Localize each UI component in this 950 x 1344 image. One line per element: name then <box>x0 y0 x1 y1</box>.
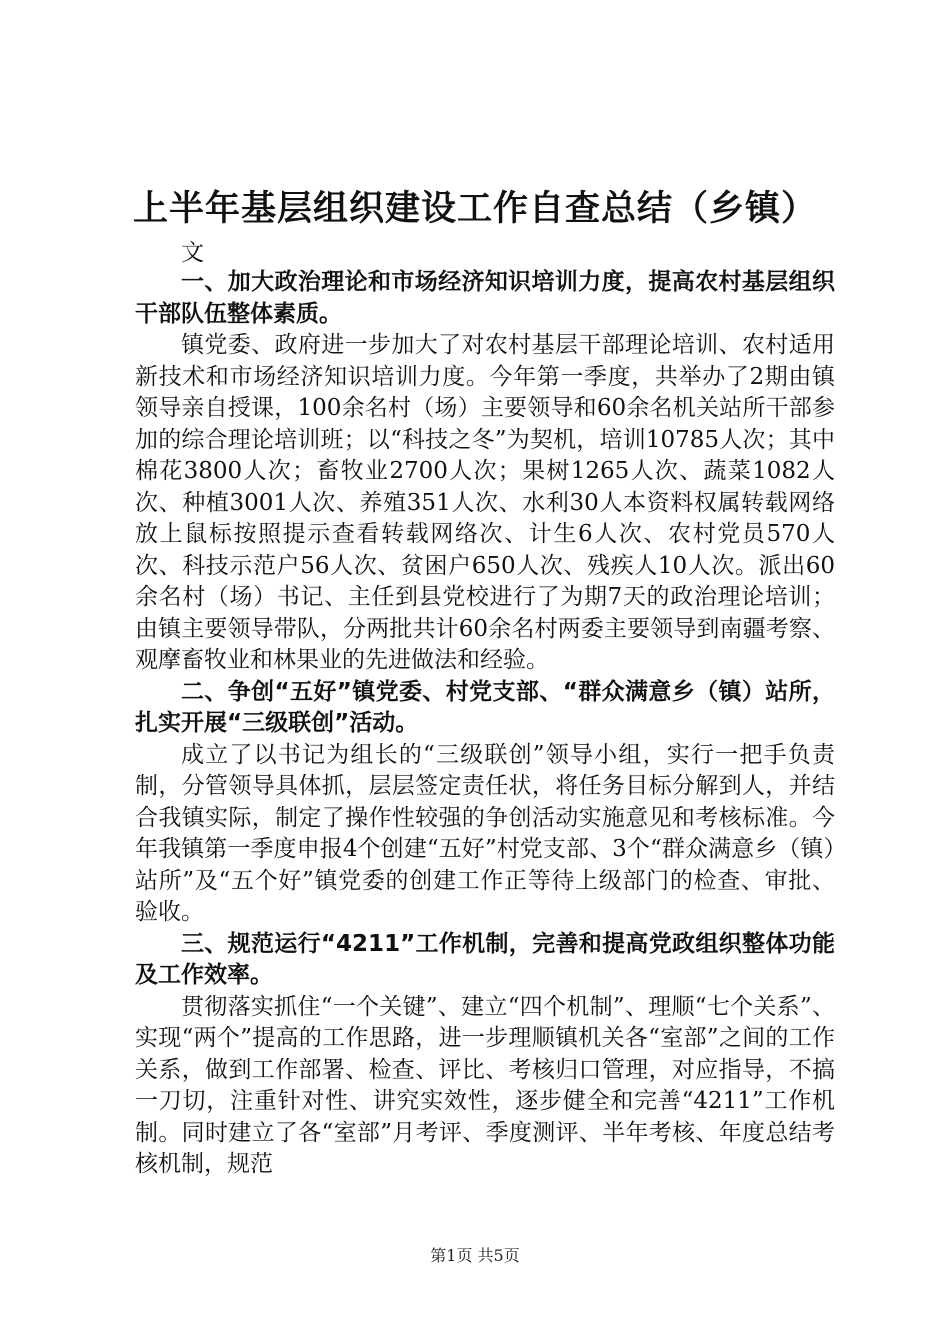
section-1-heading: 一、加大政治理论和市场经济知识培训力度，提高农村基层组织干部队伍整体素质。 <box>135 269 835 327</box>
document-body <box>135 267 835 1181</box>
document-title: 上半年基层组织建设工作自查总结（乡镇） <box>132 189 817 229</box>
section-3-paragraph: 贯彻落实抓住“一个关键”、建立“四个机制”、理顺“七个关系”、实现“两个”提高的工作思路，进一步理顺镇机关各“室部”之间的工作关系，做到工作部署、检查、评比、考核归口管理，对应指导，不搞一刀切，注重针对性、讲究实效性，逐步健全和完善“4211”工作机制。同时建立了各“室部”月考评、季度测评、半年考核、年度总结考核机制，规范 <box>135 993 835 1177</box>
page-number-footer: 第1页 共5页 <box>430 1246 520 1265</box>
section-1-paragraph: 镇党委、政府进一步加大了对农村基层干部理论培训、农村适用新技术和市场经济知识培训力度。今年第一季度，共举办了2期由镇领导亲自授课，100余名村（场）主要领导和60余名机关站所干部参加的综合理论培训班；以“科技之冬”为契机，培训10785人次；其中棉花3800人次；畜牧业2700人次；果树1265人次、蔬菜1082人次、种植3001人次、养殖351人次、水利30人本资料权属转载网络放上鼠标按照提示查看转载网络次、计生6人次、农村党员570人次、科技示范户56人次、贫困户650人次、残疾人10人次。派出60余名村（场）书记、主任到县党校进行了为期7天的政治理论培训；由镇主要领导带队，分两批共计60余名村两委主要领导到南疆考察、观摩畜牧业和林果业的先进做法和经验。 <box>135 332 835 673</box>
author-label: 文 <box>181 240 204 266</box>
section-2-heading: 二、争创“五好”镇党委、村党支部、“群众满意乡（镇）站所，扎实开展“三级联创”活动。 <box>135 678 835 736</box>
section-3-heading: 三、规范运行“4211”工作机制，完善和提高党政组织整体功能及工作效率。 <box>135 930 835 988</box>
section-2-paragraph: 成立了以书记为组长的“三级联创”领导小组，实行一把手负责制，分管领导具体抓，层层签定责任状，将任务目标分解到人，并结合我镇实际，制定了操作性较强的争创活动实施意见和考核标准。今年我镇第一季度申报4个创建“五好”村党支部、3个“群众满意乡（镇）站所”及“五个好”镇党委的创建工作正等待上级部门的检查、审批、验收。 <box>135 741 835 925</box>
